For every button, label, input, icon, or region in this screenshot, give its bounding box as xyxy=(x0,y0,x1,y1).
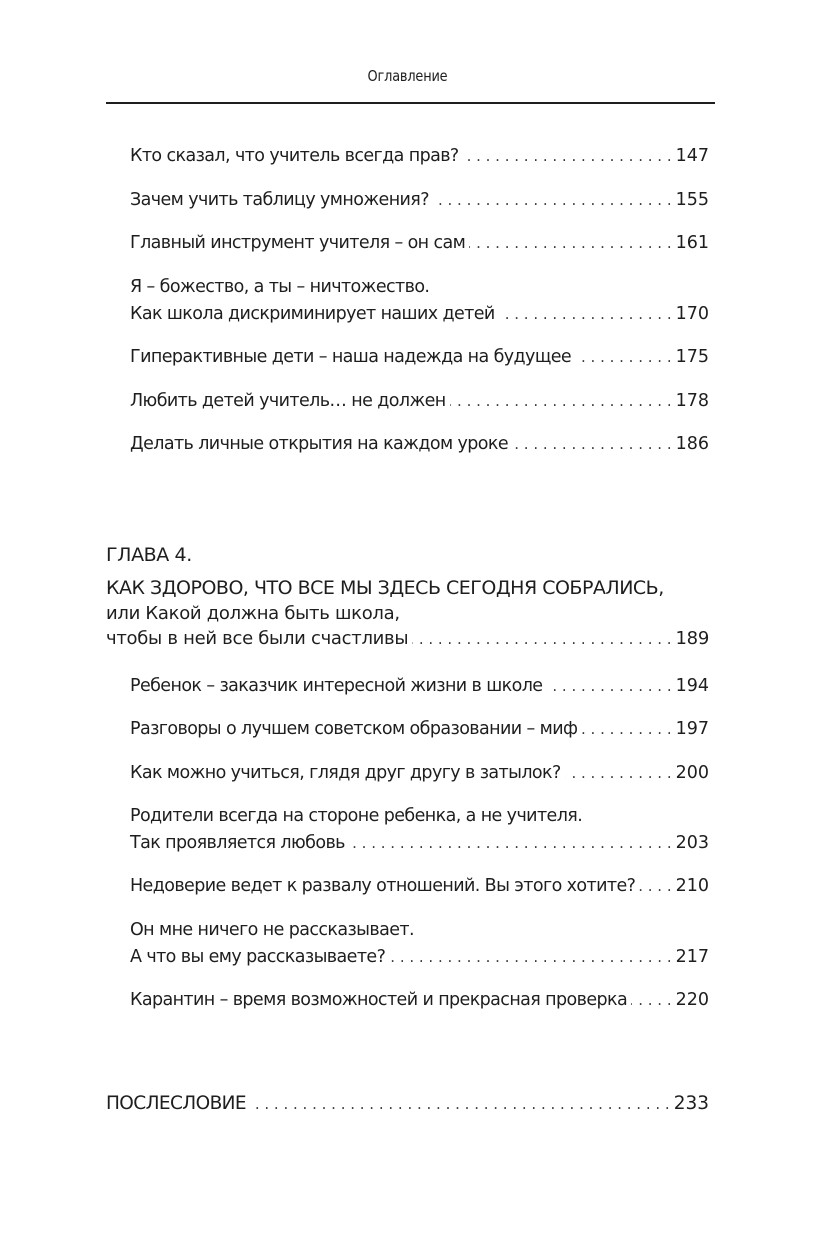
dot-leader xyxy=(581,716,671,743)
entry-title-line2: Так проявляется любовь xyxy=(130,833,345,853)
dot-leader xyxy=(639,873,671,900)
dot-leader xyxy=(463,143,672,170)
page-number: 186 xyxy=(675,434,709,454)
dot-leader xyxy=(349,830,672,857)
page-number: 203 xyxy=(675,833,709,853)
page-number: 200 xyxy=(675,763,709,783)
entry-title: Разговоры о лучшем советском образовании – миф xyxy=(130,719,578,739)
chapter-label: ГЛАВА 4. xyxy=(106,544,192,566)
entry-title-line2: А что вы ему рассказываете? xyxy=(130,947,386,967)
toc-entry-afterword[interactable] xyxy=(106,1090,709,1118)
toc-entry[interactable] xyxy=(130,917,709,971)
entry-title: Делать личные открытия на каждом уроке xyxy=(130,434,509,454)
dot-leader xyxy=(450,388,672,415)
dot-leader xyxy=(512,431,672,458)
page-number: 147 xyxy=(675,146,709,166)
toc-entry[interactable] xyxy=(130,873,709,900)
header-rule xyxy=(106,102,715,104)
page-number: 161 xyxy=(675,233,709,253)
dot-leader xyxy=(546,673,671,700)
dot-leader xyxy=(631,987,671,1014)
entry-title: Главный инструмент учителя – он сам xyxy=(130,233,466,253)
chapter-subtitle-line1: или Какой должна быть школа, xyxy=(106,603,400,624)
entry-title-line2: Как школа дискриминирует наших детей xyxy=(130,304,495,324)
page-number: 220 xyxy=(675,990,709,1010)
dot-leader xyxy=(565,760,672,787)
dot-leader xyxy=(469,230,671,257)
dot-leader xyxy=(412,627,671,652)
entry-title: Недоверие ведет к развалу отношений. Вы этого хотите? xyxy=(130,876,636,896)
entry-title: Любить детей учитель… не должен xyxy=(130,391,446,411)
toc-entry[interactable] xyxy=(130,987,709,1014)
entry-title: Как можно учиться, глядя друг другу в затылок? xyxy=(130,763,561,783)
dot-leader xyxy=(499,301,672,328)
running-head: Оглавление xyxy=(367,67,448,85)
page-number: 197 xyxy=(675,719,709,739)
entry-title: Зачем учить таблицу умножения? xyxy=(130,190,429,210)
dot-leader xyxy=(250,1091,670,1118)
entry-title: Гиперактивные дети – наша надежда на будущее xyxy=(130,347,572,367)
toc-entry[interactable] xyxy=(130,673,709,700)
page-number: 210 xyxy=(675,876,709,896)
entry-title: Ребенок – заказчик интересной жизни в школе xyxy=(130,676,543,696)
dot-leader xyxy=(433,187,672,214)
page-number: 155 xyxy=(675,190,709,210)
afterword-title: ПОСЛЕСЛОВИЕ xyxy=(106,1093,246,1114)
toc-entry[interactable] xyxy=(130,431,709,458)
entry-title-line1: Он мне ничего не рассказывает. xyxy=(130,920,414,940)
entry-title-line1: Родители всегда на стороне ребенка, а не учителя. xyxy=(130,806,583,826)
page-number: 178 xyxy=(675,391,709,411)
toc-entry[interactable] xyxy=(130,388,709,415)
toc-entry[interactable] xyxy=(130,716,709,743)
chapter-title: КАК ЗДОРОВО, ЧТО ВСЕ МЫ ЗДЕСЬ СЕГОДНЯ СОБРАЛИСЬ, xyxy=(106,577,664,599)
entry-title-line1: Я – божество, а ты – ничтожество. xyxy=(130,277,430,297)
entry-title: Карантин – время возможностей и прекрасная проверка xyxy=(130,990,628,1010)
page-number: 189 xyxy=(675,628,709,649)
toc-entry[interactable] xyxy=(130,344,709,371)
page-number: 217 xyxy=(675,947,709,967)
entry-title: Кто сказал, что учитель всегда прав? xyxy=(130,146,459,166)
chapter-subtitle[interactable] xyxy=(106,601,709,652)
dot-leader xyxy=(389,944,671,971)
toc-entry[interactable] xyxy=(130,803,709,857)
chapter-subtitle-line2: чтобы в ней все были счастливы xyxy=(106,628,409,649)
toc-entry[interactable] xyxy=(130,143,709,170)
toc-entry[interactable] xyxy=(130,230,709,257)
toc-entry[interactable] xyxy=(130,187,709,214)
page-number: 170 xyxy=(675,304,709,324)
page-number: 175 xyxy=(675,347,709,367)
page-number: 194 xyxy=(675,676,709,696)
toc-entry[interactable] xyxy=(130,760,709,787)
page-number: 233 xyxy=(673,1093,709,1114)
toc-entry[interactable] xyxy=(130,274,709,328)
dot-leader xyxy=(575,344,672,371)
